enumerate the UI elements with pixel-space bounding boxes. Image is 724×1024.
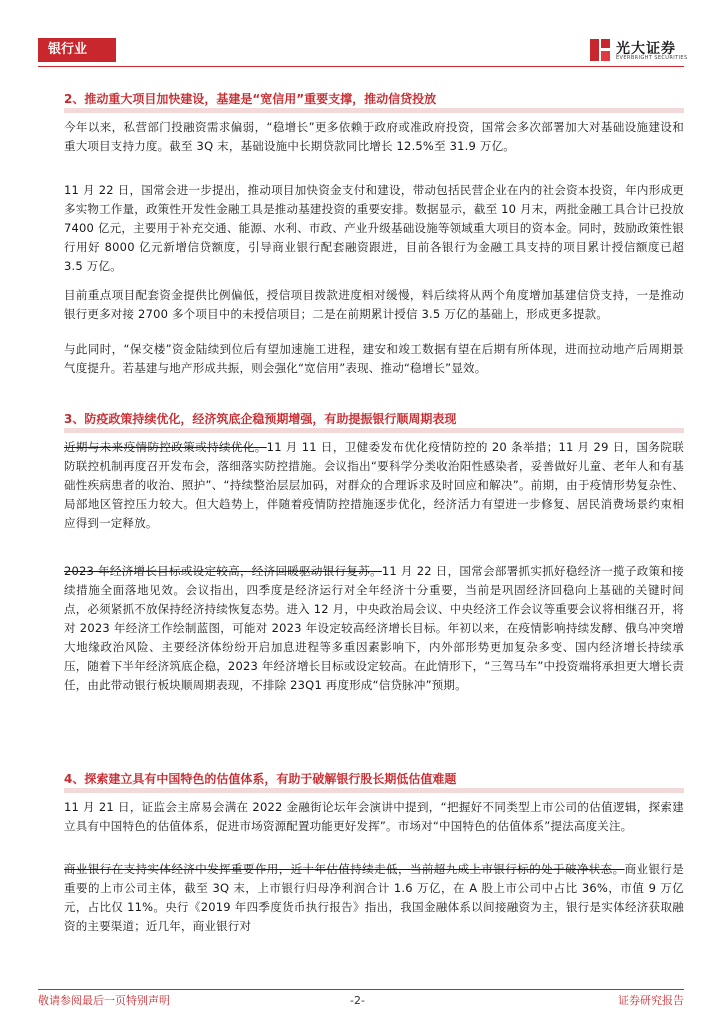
section-2-paragraph-1: 今年以来，私营部门投融资需求偏弱，“稳增长”更多依赖于政府或准政府投资，国常会多次部署加大对基础设施建设和重大项目支持力度。截至 3Q 末，基础设施中长期贷款同比增长 12.5%至 31.9 万亿。: [64, 120, 684, 153]
section-3-paragraph-1-body: 11 月 11 日，卫健委发布优化疫情防控的 20 条举措；11 月 29 日，国务院联防联控机制再度召开发布会，落细落实防控措施。会议指出“要科学分类收治阳性感染者，妥善做好儿童、老年人和有基础性疾病患者的收治、照护”、“持续整治层层加码，对群众的合理诉求及时回应和解决”。前期，由于疫情形势复杂性、局部地区管控压力较大。但大趋势上，伴随着疫情防控措施逐步优化，经济活力有望进一步修复、居民消费场景约束相应得到一定释放。: [64, 440, 684, 530]
section-4-underline: [64, 788, 684, 793]
section-4-paragraph-2: [64, 860, 684, 936]
section-2-underline: [64, 108, 684, 113]
section-4-paragraph-2-lead: 商业银行在支持实体经济中发挥重要作用，近十年估值持续走低，当前超九成上市银行标的处于破净状态。: [64, 862, 625, 876]
section-4-title: 4、探索建立具有中国特色的估值体系，有助于破解银行股长期低估值难题: [64, 772, 457, 786]
section-3-underline: [64, 428, 684, 433]
section-4-paragraph-1: 11 月 21 日，证监会主席易会满在 2022 金融街论坛年会演讲中提到，“把握好不同类型上市公司的估值逻辑，探索建立具有中国特色的估值体系，促进市场资源配置功能更好发挥”。市场对“中国特色的估值体系”提法高度关注。: [64, 800, 684, 833]
footer-divider: [38, 989, 684, 990]
section-2-paragraph-3: 目前重点项目配套资金提供比例偏低，授信项目拨款进度相对缓慢，料后续将从两个角度增加基建信贷支持，一是推动银行更多对接 2700 多个项目中的未授信项目；二是在前期累计授信 3.5 万亿的基础上，形成更多提款。: [64, 288, 684, 321]
header-divider: [38, 66, 684, 67]
section-2-paragraph-2: 11 月 22 日，国常会进一步提出，推动项目加快资金支付和建设，带动包括民营企业在内的社会资本投资，年内形成更多实物工作量，政策性开发性金融工具是推动基建投资的重要安排。数据显示，截至 10 月末，两批金融工具合计已投放 7400 亿元，主要用于补充交通、能源、水利、市政、产业升级基础设施等领域重大项目的资本金。同时，鼓励政策性银行用好 8000 亿元新增信贷额度，引导商业银行配套融资跟进，目前各银行为金融工具支持的项目累计授信额度已超 3.5 万亿。: [64, 183, 684, 273]
section-3-title: 3、防疫政策持续优化，经济筑底企稳预期增强，有助提振银行顺周期表现: [64, 412, 457, 426]
section-3-paragraph-2: [64, 562, 684, 695]
industry-tag: 银行业: [38, 38, 116, 62]
page-number: -2-: [350, 994, 365, 1007]
section-3-paragraph-1: [64, 438, 684, 533]
footer-report-type: 证券研究报告: [618, 994, 684, 1007]
section-3-paragraph-1-lead: 近期与未来疫情防控政策或持续优化。: [64, 440, 267, 454]
company-logo: [588, 37, 688, 63]
section-2-title: 2、推动重大项目加快建设，基建是“宽信用”重要支撑，推动信贷投放: [64, 92, 437, 106]
footer-disclaimer-link[interactable]: 敬请参阅最后一页特别声明: [38, 994, 170, 1007]
section-3-paragraph-2-body: 11 月 22 日，国常会部署抓实抓好稳经济一揽子政策和接续措施全面落地见效。会议指出，四季度是经济运行对全年经济十分重要，当前是巩固经济回稳向上基础的关键时间点，必须紧抓不放保持经济持续恢复态势。进入 12 月，中央政治局会议、中央经济工作会议等重要会议将相继召开，将对 2023 年经济工作绘制蓝图，可能对 2023 年设定较高经济增长目标。年初以来，在疫情影响持续发酵、俄乌冲突增大地缘政治风险、主要经济体纷纷开启加息进程等多重因素影响下，内外部形势更加复杂多变、国内经济增长持续承压，随着下半年经济筑底企稳，2023 年经济增长目标或设定较高。在此情形下，“三驾马车”中投资端将承担更大增长责任，由此带动银行板块顺周期表现，不排除 23Q1 再度形成“信贷脉冲”预期。: [64, 564, 684, 692]
logo-chinese-name: 光大证券: [616, 41, 676, 57]
section-2-paragraph-4: 与此同时，“保交楼”资金陆续到位后有望加速施工进程，建安和竣工数据有望在后期有所体现，进而拉动地产后周期景气度提升。若基建与地产形成共振，则会强化“宽信用”表现、推动“稳增长”显效。: [64, 342, 684, 375]
section-3-paragraph-2-lead: 2023 年经济增长目标或设定较高，经济回暖驱动银行复苏。: [64, 564, 382, 578]
logo-english-name: EVERBRIGHT SECURITIES: [616, 55, 688, 61]
section-4-paragraph-2-body: 商业银行是重要的上市公司主体，截至 3Q 末，上市银行归母净利润合计 1.6 万亿，在 A 股上市公司中占比 36%，市值 9 万亿元，占比仅 11%。央行《2019 年四季度货币执行报告》指出，我国金融体系以间接融资为主，银行是实体经济获取融资的主要渠道；近几年，商业银行对: [64, 862, 685, 933]
everbright-logo-icon: [588, 37, 612, 63]
